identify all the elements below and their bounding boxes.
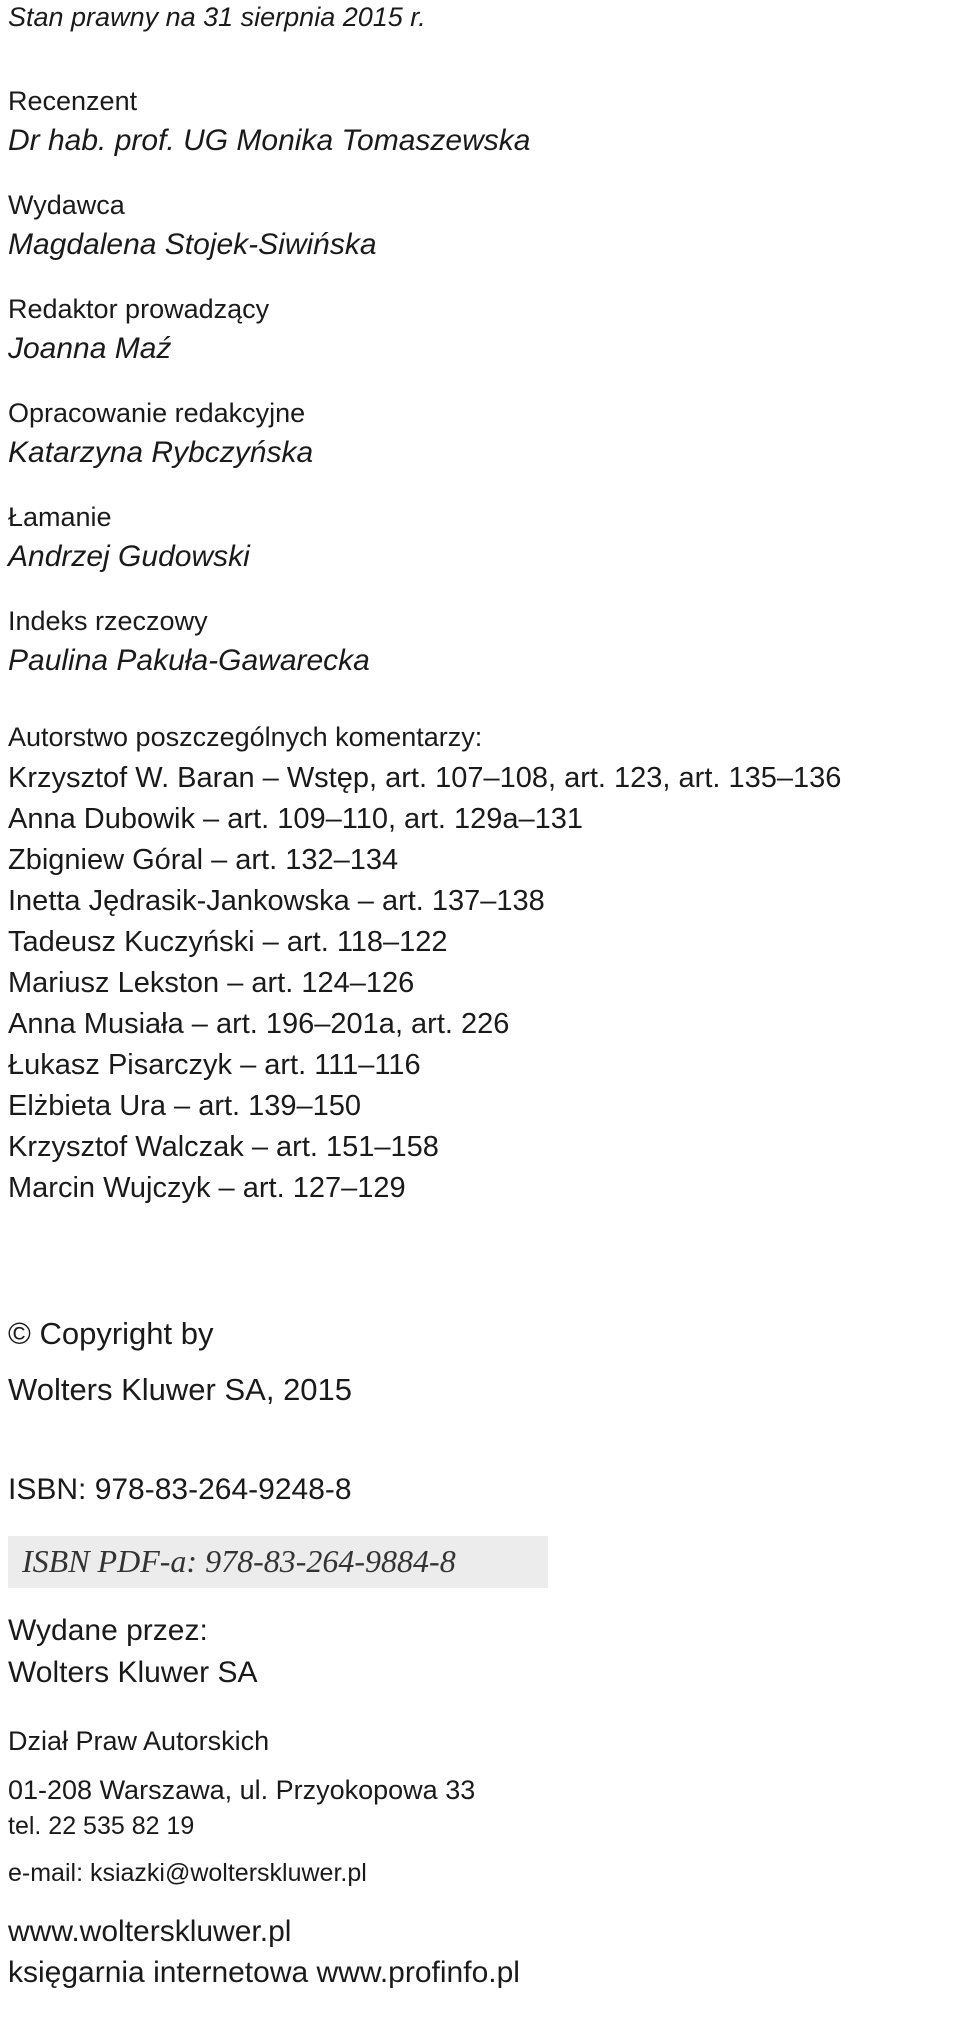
author-entry: Łukasz Pisarczyk – art. 111–116 <box>8 1049 421 1081</box>
copyright-holder: Wolters Kluwer SA, 2015 <box>8 1372 353 1407</box>
editorial-role: Opracowanie redakcyjne <box>8 398 306 428</box>
publisher-name: Wolters Kluwer SA <box>8 1656 258 1689</box>
author-entry: Anna Musiała – art. 196–201a, art. 226 <box>8 1008 510 1040</box>
website-link[interactable]: www.wolterskluwer.pl <box>8 1915 292 1948</box>
typesetting-role: Łamanie <box>8 502 112 532</box>
author-entry: Marcin Wujczyk – art. 127–129 <box>8 1172 406 1204</box>
author-entry: Krzysztof Walczak – art. 151–158 <box>8 1131 439 1163</box>
copyright-line: © Copyright by <box>8 1316 214 1351</box>
isbn-pdf: ISBN PDF-a: 978-83-264-9884-8 <box>22 1543 456 1579</box>
reviewer-name: Dr hab. prof. UG Monika Tomaszewska <box>8 124 531 157</box>
author-entry: Anna Dubowik – art. 109–110, art. 129a–131 <box>8 803 584 835</box>
index-role: Indeks rzeczowy <box>8 606 208 636</box>
author-entry: Zbigniew Góral – art. 132–134 <box>8 844 399 876</box>
author-entry: Inetta Jędrasik-Jankowska – art. 137–138 <box>8 885 545 917</box>
phone: tel. 22 535 82 19 <box>8 1812 195 1840</box>
managing-editor-name: Joanna Maź <box>8 332 172 365</box>
managing-editor-role: Redaktor prowadzący <box>8 294 270 324</box>
author-entry: Elżbieta Ura – art. 139–150 <box>8 1090 362 1122</box>
typesetting-name: Andrzej Gudowski <box>8 540 250 573</box>
bookstore-link[interactable]: księgarnia internetowa www.profinfo.pl <box>8 1956 520 1989</box>
department: Dział Praw Autorskich <box>8 1726 270 1756</box>
author-entry: Krzysztof W. Baran – Wstęp, art. 107–108, art. 123, art. 135–136 <box>8 762 842 794</box>
index-name: Paulina Pakuła-Gawarecka <box>8 644 370 677</box>
author-entry: Tadeusz Kuczyński – art. 118–122 <box>8 926 448 958</box>
address: 01-208 Warszawa, ul. Przyokopowa 33 <box>8 1775 476 1805</box>
legal-status-line: Stan prawny na 31 sierpnia 2015 r. <box>8 2 426 32</box>
publisher-role: Wydawca <box>8 190 125 220</box>
publisher-label: Wydane przez: <box>8 1614 208 1647</box>
email: e-mail: ksiazki@wolterskluwer.pl <box>8 1859 367 1887</box>
author-entry: Mariusz Lekston – art. 124–126 <box>8 967 415 999</box>
reviewer-role: Recenzent <box>8 86 138 116</box>
editorial-name: Katarzyna Rybczyńska <box>8 436 314 469</box>
isbn: ISBN: 978-83-264-9248-8 <box>8 1473 352 1506</box>
publisher-person-name: Magdalena Stojek-Siwińska <box>8 228 377 261</box>
authorship-heading: Autorstwo poszczególnych komentarzy: <box>8 722 483 752</box>
